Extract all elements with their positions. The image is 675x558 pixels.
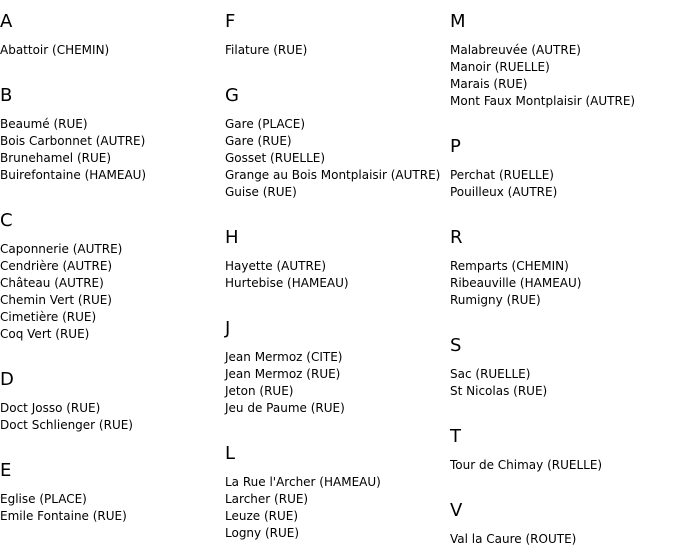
section-l [225,443,381,542]
street-list [225,258,349,292]
street-item[interactable]: Malabreuvée (AUTRE) [450,43,581,57]
section-b [0,85,146,184]
street-item[interactable]: Tour de Chimay (RUELLE) [450,458,603,472]
section-letter: D [0,369,14,390]
street-item[interactable]: Grange au Bois Montplaisir (AUTRE) [225,168,441,182]
section-m [450,11,635,110]
section-e [0,460,127,525]
section-letter: F [225,11,236,32]
section-letter: P [450,136,461,157]
street-item[interactable]: Gosset (RUELLE) [225,151,326,165]
section-d [0,369,133,434]
street-item[interactable]: Marais (RUE) [450,77,528,91]
street-item[interactable]: Château (AUTRE) [0,276,104,290]
section-letter: E [0,460,12,481]
street-list [0,241,122,343]
street-item[interactable]: Gare (RUE) [225,134,292,148]
section-p [450,136,557,201]
street-list [0,400,133,434]
street-list [225,474,381,542]
section-f [225,11,307,59]
street-list [450,366,547,400]
section-c [0,210,122,343]
section-j [225,318,345,417]
street-list [450,42,635,110]
street-item[interactable]: Guise (RUE) [225,185,297,199]
street-item[interactable]: Emile Fontaine (RUE) [0,509,127,523]
street-list [450,258,581,309]
section-v [450,500,576,548]
section-letter: L [225,443,236,464]
street-item[interactable]: Buirefontaine (HAMEAU) [0,168,147,182]
section-letter: M [450,11,466,32]
street-list [225,42,307,59]
street-item[interactable]: Caponnerie (AUTRE) [0,242,123,256]
street-item[interactable]: Perchat (RUELLE) [450,168,554,182]
section-r [450,227,581,309]
section-letter: S [450,335,462,356]
street-list [225,349,345,417]
street-list [0,491,127,525]
street-item[interactable]: St Nicolas (RUE) [450,384,548,398]
section-letter: B [0,85,13,106]
street-item[interactable]: Brunehamel (RUE) [0,151,112,165]
section-letter: T [450,426,461,447]
section-t [450,426,602,474]
street-item[interactable]: Coq Vert (RUE) [0,327,90,341]
section-letter: V [450,500,463,521]
street-item[interactable]: Abattoir (CHEMIN) [0,43,110,57]
section-h [225,227,349,292]
street-item[interactable]: Sac (RUELLE) [450,367,531,381]
street-item[interactable]: Chemin Vert (RUE) [0,293,112,307]
street-item[interactable]: Mont Faux Montplaisir (AUTRE) [450,94,636,108]
street-item[interactable]: Logny (RUE) [225,526,300,540]
street-list [0,42,109,59]
section-a [0,11,109,59]
street-item[interactable]: Gare (PLACE) [225,117,306,131]
street-list [225,116,440,201]
street-item[interactable]: Pouilleux (AUTRE) [450,185,558,199]
street-item[interactable]: Val la Caure (ROUTE) [450,532,577,546]
street-item[interactable]: Hayette (AUTRE) [225,259,327,273]
street-item[interactable]: Rumigny (RUE) [450,293,541,307]
street-item[interactable]: Filature (RUE) [225,43,308,57]
street-list [450,457,602,474]
street-list [450,531,576,548]
street-item[interactable]: Leuze (RUE) [225,509,299,523]
street-item[interactable]: Jean Mermoz (RUE) [225,367,341,381]
street-item[interactable]: Ribeauville (HAMEAU) [450,276,582,290]
street-item[interactable]: Jeton (RUE) [225,384,294,398]
street-item[interactable]: Manoir (RUELLE) [450,60,550,74]
section-letter: A [0,11,13,32]
street-item[interactable]: Eglise (PLACE) [0,492,87,506]
street-list [450,167,557,201]
street-item[interactable]: Cimetière (RUE) [0,310,97,324]
street-item[interactable]: Remparts (CHEMIN) [450,259,569,273]
street-item[interactable]: Doct Josso (RUE) [0,401,101,415]
street-item[interactable]: Bois Carbonnet (AUTRE) [0,134,146,148]
street-item[interactable]: Beaumé (RUE) [0,117,88,131]
section-letter: H [225,227,239,248]
street-list [0,116,146,184]
street-item[interactable]: Doct Schlienger (RUE) [0,418,133,432]
section-letter: C [0,210,13,231]
section-letter: J [225,318,231,339]
street-item[interactable]: Jean Mermoz (CITE) [225,350,343,364]
street-item[interactable]: Jeu de Paume (RUE) [225,401,345,415]
section-letter: R [450,227,463,248]
street-item[interactable]: Hurtebise (HAMEAU) [225,276,349,290]
section-g [225,85,440,201]
section-letter: G [225,85,239,106]
street-item[interactable]: La Rue l'Archer (HAMEAU) [225,475,381,489]
street-item[interactable]: Cendrière (AUTRE) [0,259,113,273]
street-item[interactable]: Larcher (RUE) [225,492,309,506]
section-s [450,335,547,400]
